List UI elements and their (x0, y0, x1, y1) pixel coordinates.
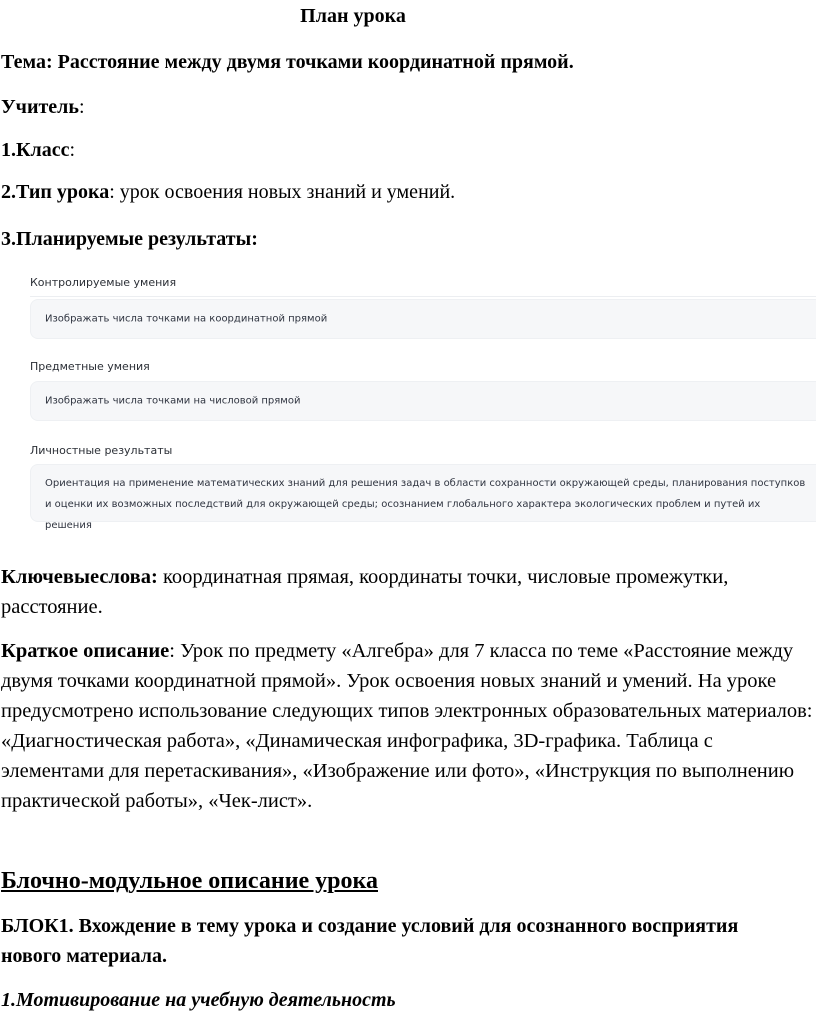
class-label: 1.Класс (1, 139, 70, 161)
subject-skills-box (30, 381, 816, 421)
personal-results-box (30, 464, 816, 531)
topic-line: Тема: Расстояние между двумя точками координатной прямой. (1, 51, 574, 73)
teacher-colon: : (78, 96, 85, 118)
panel-divider (30, 296, 816, 297)
controlled-skills-box (30, 299, 816, 339)
lesson-type-value: : урок освоения новых знаний и умений. (109, 181, 456, 203)
keywords-label: Ключевыеслова: (1, 566, 158, 588)
planned-results-panel (24, 266, 816, 546)
summary-value: : Урок по предмету «Алгебра» для 7 класса по теме «Расстояние между двумя точками координатной прямой». Урок освоения новых знаний и умений. На уроке предусмотрено использование следующих типов электронных образовательных материалов: «Диагностическая работа», «Динамическая инфографика, 3D-графика. Таблица с элементами для перетаскивания», «Изображение или фото», «Инструкция по выполнению практической работы», «Чек-лист». (1, 640, 813, 812)
personal-results-label: Личностные результаты (30, 444, 173, 457)
controlled-skills-label: Контролируемые умения (30, 276, 177, 289)
teacher-line (1, 95, 85, 119)
keywords-value: координатная прямая, координаты точки, числовые промежутки, расстояние. (1, 566, 729, 618)
lesson-type-label: 2.Тип урока (1, 181, 110, 203)
subject-skills-label: Предметные умения (30, 360, 150, 373)
summary-paragraph (1, 636, 813, 816)
modular-description-heading: Блочно-модульное описание урока (1, 868, 378, 894)
motivation-heading: 1.Мотивирование на учебную деятельность (1, 989, 396, 1011)
planned-results-heading: 3.Планируемые результаты: (1, 228, 258, 250)
class-colon: : (69, 139, 76, 161)
personal-results-value: Ориентация на применение математических знаний для решения задач в области сохранности окружающей среды, планирования поступков и оценки их возможных последствий для окружающей среды; осознанием глобального характера экологических проблем и путей их решения (45, 478, 806, 531)
summary-label: Краткое описание (1, 640, 170, 662)
page-title: План урока (300, 5, 406, 27)
subject-skills-value: Изображать числа точками на числовой прямой (45, 395, 301, 407)
block1-heading: БЛОК1. Вхождение в тему урока и создание условий для осознанного восприятия нового материала. (1, 915, 739, 967)
keywords-paragraph (1, 562, 813, 622)
class-line (1, 138, 75, 162)
lesson-type-line (1, 180, 455, 204)
teacher-label: Учитель (1, 96, 79, 118)
controlled-skills-value: Изображать числа точками на координатной прямой (45, 313, 328, 325)
